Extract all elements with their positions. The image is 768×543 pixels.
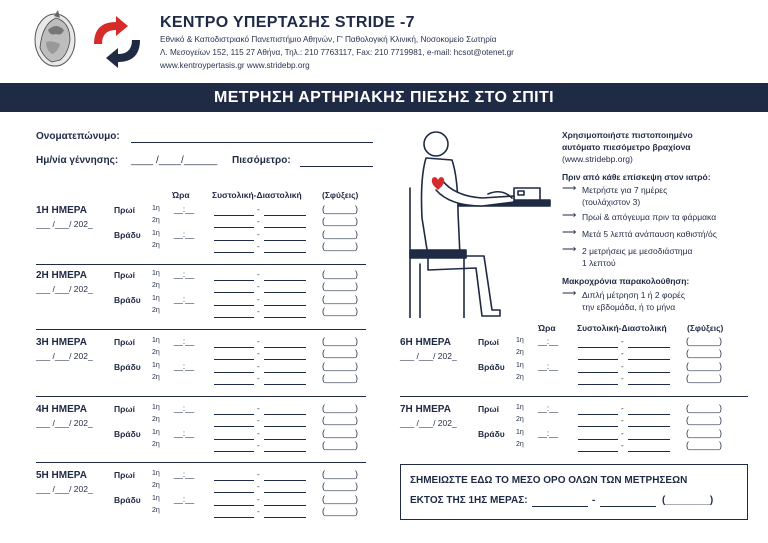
form-title-banner: ΜΕΤΡΗΣΗ ΑΡΤΗΡΙΑΚΗΣ ΠΙΕΣΗΣ ΣΤΟ ΣΠΙΤΙ <box>0 83 768 112</box>
arrow-right-icon: ⟶ <box>562 288 577 299</box>
systolic-field[interactable] <box>214 215 254 216</box>
pulse-field[interactable]: (______) <box>686 415 723 425</box>
measurement-ordinal: 2η <box>516 374 524 381</box>
bp-dash: - <box>257 242 260 251</box>
measurement-ordinal: 2η <box>516 416 524 423</box>
pulse-field[interactable]: (______) <box>322 336 359 346</box>
pulse-field[interactable]: (______) <box>322 361 359 371</box>
bp-col-header-right: Συστολική-Διαστολική <box>577 323 667 333</box>
day-date-field[interactable]: ___ /___/ 202_ <box>36 484 93 494</box>
measurement-ordinal: 1η <box>152 337 160 344</box>
systolic-field[interactable] <box>214 280 254 281</box>
measurement-ordinal: 2η <box>516 349 524 356</box>
diastolic-field[interactable] <box>264 305 306 306</box>
pulse-field[interactable]: (______) <box>322 294 359 304</box>
instr-item-1b: (τουλάχιστον 3) <box>582 197 641 207</box>
diastolic-field[interactable] <box>628 439 670 440</box>
summary-line-1: ΣΗΜΕΙΩΣΤΕ ΕΔΩ ΤΟ ΜΕΣΟ ΟΡΟ ΟΛΩΝ ΤΩΝ ΜΕΤΡΗΣΕΩΝ <box>410 475 688 486</box>
measurement-ordinal: 1η <box>152 495 160 502</box>
day-date-field[interactable]: ___ /___/ 202_ <box>400 351 457 361</box>
bp-dash: - <box>621 404 624 413</box>
bp-dash: - <box>257 295 260 304</box>
day-title: 3Η ΗΜΕΡΑ <box>36 337 87 348</box>
device-field[interactable] <box>300 166 373 167</box>
bp-dash: - <box>257 349 260 358</box>
diastolic-field[interactable] <box>264 252 306 253</box>
diastolic-field[interactable] <box>264 227 306 228</box>
systolic-field[interactable] <box>214 252 254 253</box>
systolic-field[interactable] <box>578 347 618 348</box>
systolic-field[interactable] <box>214 439 254 440</box>
measurement-ordinal: 1η <box>152 295 160 302</box>
diastolic-field[interactable] <box>628 384 670 385</box>
time-field[interactable]: __:__ <box>174 362 195 371</box>
bp-dash: - <box>257 217 260 226</box>
day-separator <box>36 329 366 330</box>
measurement-ordinal: 2η <box>152 242 160 249</box>
pulse-field[interactable]: (______) <box>322 306 359 316</box>
bp-dash: - <box>257 429 260 438</box>
pulse-col-header: (Σφύξεις) <box>322 190 359 200</box>
pulse-field[interactable]: (______) <box>322 403 359 413</box>
time-col-header-right: Ώρα <box>538 323 556 333</box>
measurement-ordinal: 2η <box>152 441 160 448</box>
measurement-ordinal: 2η <box>152 282 160 289</box>
pulse-field[interactable]: (______) <box>322 440 359 450</box>
period-label: Βράδυ <box>114 230 141 240</box>
systolic-field[interactable] <box>578 439 618 440</box>
systolic-field[interactable] <box>578 451 618 452</box>
pulse-field[interactable]: (______) <box>686 348 723 358</box>
systolic-field[interactable] <box>578 384 618 385</box>
instr-item-2: Πρωί & απόγευμα πριν τα φάρμακα <box>582 212 717 222</box>
day-date-field[interactable]: ___ /___/ 202_ <box>36 351 93 361</box>
pulse-field[interactable]: (______) <box>686 336 723 346</box>
measurement-ordinal: 1η <box>152 429 160 436</box>
diastolic-field[interactable] <box>628 372 670 373</box>
time-field[interactable]: __:__ <box>174 295 195 304</box>
bp-dash: - <box>621 429 624 438</box>
bp-dash: - <box>257 482 260 491</box>
diastolic-field[interactable] <box>264 372 306 373</box>
systolic-field[interactable] <box>214 372 254 373</box>
pulse-col-header-right: (Σφύξεις) <box>687 323 724 333</box>
time-field[interactable]: __:__ <box>174 205 195 214</box>
arrow-right-icon: ⟶ <box>562 227 577 238</box>
systolic-field[interactable] <box>214 492 254 493</box>
pulse-field[interactable]: (______) <box>322 216 359 226</box>
period-label: Βράδυ <box>478 429 505 439</box>
bp-dash: - <box>257 507 260 516</box>
period-label: Πρωί <box>114 470 135 480</box>
average-summary-box <box>400 464 748 520</box>
diastolic-field[interactable] <box>264 414 306 415</box>
device-label: Πιεσόμετρο: <box>232 155 291 166</box>
diastolic-field[interactable] <box>264 492 306 493</box>
systolic-field[interactable] <box>214 517 254 518</box>
day-separator <box>36 396 366 397</box>
diastolic-field[interactable] <box>264 505 306 506</box>
instr-item-1a: Μετρήστε για 7 ημέρες <box>582 185 668 195</box>
pulse-field[interactable]: (______) <box>322 269 359 279</box>
period-label: Πρωί <box>114 205 135 215</box>
bp-dash: - <box>621 362 624 371</box>
systolic-field[interactable] <box>214 317 254 318</box>
diastolic-field[interactable] <box>264 451 306 452</box>
time-field[interactable]: __:__ <box>538 337 559 346</box>
systolic-field[interactable] <box>214 480 254 481</box>
diastolic-field[interactable] <box>264 517 306 518</box>
measurement-ordinal: 1η <box>152 404 160 411</box>
name-field[interactable] <box>131 142 373 143</box>
summary-diastolic-field[interactable] <box>600 506 656 507</box>
pulse-field[interactable]: (______) <box>322 373 359 383</box>
diastolic-field[interactable] <box>264 480 306 481</box>
period-label: Βράδυ <box>114 362 141 372</box>
systolic-field[interactable] <box>578 359 618 360</box>
measurement-ordinal: 1η <box>152 362 160 369</box>
pulse-field[interactable]: (______) <box>686 428 723 438</box>
period-label: Πρωί <box>114 404 135 414</box>
day-separator <box>36 264 366 265</box>
systolic-field[interactable] <box>214 227 254 228</box>
arrow-right-icon: ⟶ <box>562 244 577 255</box>
seated-patient-illustration-icon <box>402 128 552 318</box>
measurement-ordinal: 1η <box>516 429 524 436</box>
day-separator <box>36 462 366 463</box>
measurement-ordinal: 2η <box>152 374 160 381</box>
systolic-field[interactable] <box>214 240 254 241</box>
university-seal-icon <box>30 10 80 72</box>
diastolic-field[interactable] <box>264 317 306 318</box>
systolic-field[interactable] <box>578 414 618 415</box>
diastolic-field[interactable] <box>264 292 306 293</box>
systolic-field[interactable] <box>214 359 254 360</box>
day-date-field[interactable]: ___ /___/ 202_ <box>36 219 93 229</box>
before-visit-title: Πριν από κάθε επίσκεψη στον ιατρό: <box>562 172 711 182</box>
bp-dash: - <box>257 470 260 479</box>
pulse-field[interactable]: (______) <box>686 373 723 383</box>
summary-pulse-field[interactable]: (________) <box>662 495 714 506</box>
bp-dash: - <box>621 441 624 450</box>
bp-dash: - <box>257 270 260 279</box>
systolic-field[interactable] <box>214 384 254 385</box>
name-label: Ονοματεπώνυμο: <box>36 131 120 142</box>
day-block <box>400 337 740 397</box>
pulse-field[interactable]: (______) <box>322 241 359 251</box>
systolic-field[interactable] <box>578 372 618 373</box>
org-address: Λ. Μεσογείων 152, 115 27 Αθήνα, Τηλ.: 210 7763117, Fax: 210 7719981, e-mail: hcsot@otenet.gr <box>160 48 514 57</box>
diastolic-field[interactable] <box>264 426 306 427</box>
measurement-ordinal: 1η <box>152 205 160 212</box>
pulse-field[interactable]: (______) <box>322 348 359 358</box>
day-date-field[interactable]: ___ /___/ 202_ <box>36 418 93 428</box>
day-date-field[interactable]: ___ /___/ 202_ <box>36 284 93 294</box>
bp-dash: - <box>257 337 260 346</box>
pulse-field[interactable]: (______) <box>322 481 359 491</box>
time-field[interactable]: __:__ <box>538 404 559 413</box>
measurement-ordinal: 2η <box>152 507 160 514</box>
diastolic-field[interactable] <box>264 215 306 216</box>
dob-field[interactable]: ____ /____/______ <box>131 155 218 166</box>
pulse-field[interactable]: (______) <box>322 415 359 425</box>
systolic-field[interactable] <box>214 451 254 452</box>
measurement-ordinal: 2η <box>152 217 160 224</box>
bp-dash: - <box>257 362 260 371</box>
measurement-ordinal: 2η <box>152 416 160 423</box>
bp-dash: - <box>621 337 624 346</box>
diastolic-field[interactable] <box>264 439 306 440</box>
time-field[interactable]: __:__ <box>174 429 195 438</box>
pulse-field[interactable]: (______) <box>322 469 359 479</box>
period-label: Βράδυ <box>114 295 141 305</box>
org-title: ΚΕΝΤΡΟ ΥΠΕΡΤΑΣΗΣ STRIDE -7 <box>160 14 415 31</box>
systolic-field[interactable] <box>214 292 254 293</box>
pulse-field[interactable]: (______) <box>686 361 723 371</box>
diastolic-field[interactable] <box>628 347 670 348</box>
measurement-ordinal: 1η <box>516 404 524 411</box>
measurement-ordinal: 1η <box>516 337 524 344</box>
bp-dash: - <box>257 441 260 450</box>
systolic-field[interactable] <box>214 414 254 415</box>
day-block <box>36 205 376 265</box>
diastolic-field[interactable] <box>264 359 306 360</box>
pulse-field[interactable]: (______) <box>322 494 359 504</box>
org-websites: www.kentroypertasis.gr www.stridebp.org <box>160 61 310 70</box>
instr-item-3: Μετά 5 λεπτά ανάπαυση καθιστή/ός <box>582 229 717 239</box>
bp-dash: - <box>257 404 260 413</box>
day-block <box>36 404 376 464</box>
period-label: Βράδυ <box>478 362 505 372</box>
time-field[interactable]: __:__ <box>538 362 559 371</box>
diastolic-field[interactable] <box>628 451 670 452</box>
bp-dash: - <box>257 282 260 291</box>
day-block <box>36 270 376 330</box>
summary-line-2: ΕΚΤΟΣ ΤΗΣ 1ΗΣ ΜΕΡΑΣ: <box>410 495 528 506</box>
bp-dash: - <box>257 416 260 425</box>
day-block <box>400 404 740 464</box>
time-field[interactable]: __:__ <box>538 429 559 438</box>
period-label: Πρωί <box>114 337 135 347</box>
systolic-field[interactable] <box>214 505 254 506</box>
instr-item-5a: Διπλή μέτρηση 1 ή 2 φορές <box>582 290 685 300</box>
bp-dash: - <box>257 374 260 383</box>
device-instr-1: Χρησιμοποιήστε πιστοποιημένο <box>562 130 693 140</box>
day-date-field[interactable]: ___ /___/ 202_ <box>400 418 457 428</box>
period-label: Βράδυ <box>114 429 141 439</box>
day-block <box>36 470 376 530</box>
measurement-ordinal: 2η <box>152 482 160 489</box>
pulse-field[interactable]: (______) <box>686 403 723 413</box>
day-block <box>36 337 376 397</box>
systolic-field[interactable] <box>578 426 618 427</box>
measurement-ordinal: 1η <box>152 270 160 277</box>
summary-systolic-field[interactable] <box>532 506 588 507</box>
bp-dash: - <box>257 205 260 214</box>
bp-col-header: Συστολική-Διαστολική <box>212 190 302 200</box>
pulse-field[interactable]: (______) <box>322 229 359 239</box>
day-title: 4Η ΗΜΕΡΑ <box>36 404 87 415</box>
diastolic-field[interactable] <box>264 384 306 385</box>
pulse-field[interactable]: (______) <box>322 281 359 291</box>
time-field[interactable]: __:__ <box>174 495 195 504</box>
measurement-ordinal: 2η <box>152 349 160 356</box>
measurement-ordinal: 1η <box>152 470 160 477</box>
bp-dash: - <box>257 495 260 504</box>
measurement-ordinal: 1η <box>152 230 160 237</box>
bp-dash: - <box>257 307 260 316</box>
measurement-ordinal: 1η <box>516 362 524 369</box>
dob-label: Ημ/νία γέννησης: <box>36 155 119 166</box>
pulse-field[interactable]: (______) <box>322 428 359 438</box>
day-separator <box>400 396 748 397</box>
period-label: Πρωί <box>478 337 499 347</box>
instr-item-4b: 1 λεπτού <box>582 258 616 268</box>
time-col-header: Ώρα <box>172 190 190 200</box>
stride-arrows-logo-icon <box>86 14 148 70</box>
time-field[interactable]: __:__ <box>174 230 195 239</box>
org-affiliation: Εθνικό & Καποδιστριακό Πανεπιστήμιο Αθηνών, Γ' Παθολογική Κλινική, Νοσοκομείο Σωτηρία <box>160 35 497 44</box>
pulse-field[interactable]: (______) <box>686 440 723 450</box>
measurement-ordinal: 2η <box>152 307 160 314</box>
time-field[interactable]: __:__ <box>174 404 195 413</box>
systolic-field[interactable] <box>214 426 254 427</box>
diastolic-field[interactable] <box>628 414 670 415</box>
pulse-field[interactable]: (______) <box>322 506 359 516</box>
measurement-ordinal: 2η <box>516 441 524 448</box>
instr-item-4a: 2 μετρήσεις με μεσοδιάστημα <box>582 246 693 256</box>
period-label: Βράδυ <box>114 495 141 505</box>
instr-item-5b: την εβδομάδα, ή το μήνα <box>582 302 676 312</box>
day-title: 7Η ΗΜΕΡΑ <box>400 404 451 415</box>
period-label: Πρωί <box>478 404 499 414</box>
pulse-field[interactable]: (______) <box>322 204 359 214</box>
systolic-field[interactable] <box>214 305 254 306</box>
day-title: 2Η ΗΜΕΡΑ <box>36 270 87 281</box>
bp-dash: - <box>621 374 624 383</box>
bp-dash: - <box>621 416 624 425</box>
systolic-field[interactable] <box>214 347 254 348</box>
diastolic-field[interactable] <box>264 240 306 241</box>
device-instr-3: (www.stridebp.org) <box>562 154 633 164</box>
summary-dash: - <box>592 495 596 506</box>
diastolic-field[interactable] <box>628 359 670 360</box>
diastolic-field[interactable] <box>264 280 306 281</box>
time-field[interactable]: __:__ <box>174 270 195 279</box>
bp-dash: - <box>257 230 260 239</box>
long-term-title: Μακροχρόνια παρακολούθηση: <box>562 276 690 286</box>
time-field[interactable]: __:__ <box>174 337 195 346</box>
period-label: Πρωί <box>114 270 135 280</box>
day-title: 1Η ΗΜΕΡΑ <box>36 205 87 216</box>
time-field[interactable]: __:__ <box>174 470 195 479</box>
arrow-right-icon: ⟶ <box>562 183 577 194</box>
day-title: 5Η ΗΜΕΡΑ <box>36 470 87 481</box>
bp-dash: - <box>621 349 624 358</box>
diastolic-field[interactable] <box>264 347 306 348</box>
diastolic-field[interactable] <box>628 426 670 427</box>
device-instr-2: αυτόματο πιεσόμετρο βραχίονα <box>562 142 691 152</box>
day-title: 6Η ΗΜΕΡΑ <box>400 337 451 348</box>
arrow-right-icon: ⟶ <box>562 210 577 221</box>
